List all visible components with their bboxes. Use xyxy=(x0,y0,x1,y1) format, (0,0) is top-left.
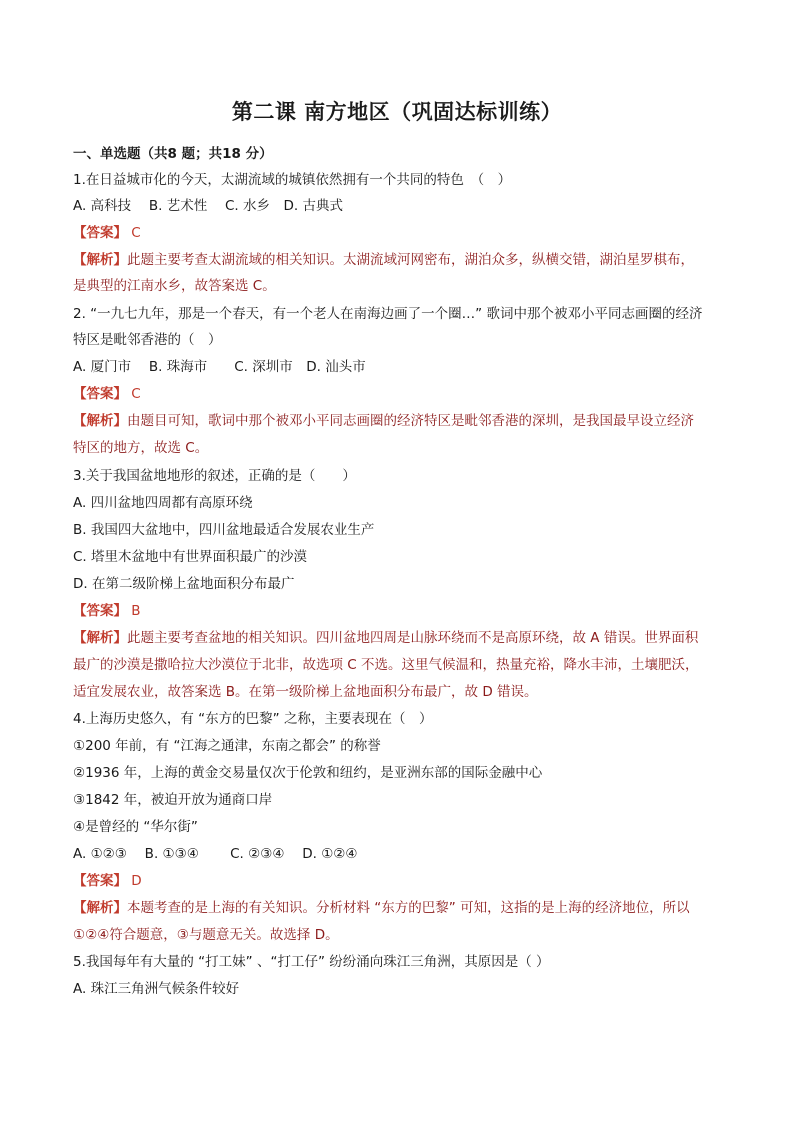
question-4-answer xyxy=(73,873,733,890)
analysis-tag: 【解析】 xyxy=(73,630,127,646)
answer-tag: 【答案】 xyxy=(73,603,127,619)
question-4-item-3: ③1842 年，被迫开放为通商口岸 xyxy=(73,792,273,808)
question-5-option-a: A. 珠江三角洲气候条件较好 xyxy=(73,981,240,997)
question-3-analysis xyxy=(73,630,733,647)
question-5-stem: 5.我国每年有大量的 “打工妹” 、“打工仔” 纷纷涌向珠江三角洲，其原因是（ ） xyxy=(73,954,550,970)
answer-value: C xyxy=(131,225,141,241)
question-2-options: A. 厦门市 B. 珠海市 C. 深圳市 D. 汕头市 xyxy=(73,359,366,375)
question-3-stem: 3.关于我国盆地地形的叙述，正确的是（ ） xyxy=(73,468,356,484)
question-3-analysis-cont-1: 最广的沙漠是撒哈拉大沙漠位于北非，故选项 C 不选。这里气候温和，热量充裕，降水丰沛，土壤肥沃， xyxy=(73,657,699,673)
question-2-analysis-cont: 特区的地方，故选 C。 xyxy=(73,440,209,456)
question-2-analysis xyxy=(73,413,733,430)
question-3-option-d: D. 在第二级阶梯上盆地面积分布最广 xyxy=(73,576,295,592)
answer-value: D xyxy=(131,873,142,889)
question-3-option-a: A. 四川盆地四周都有高原环绕 xyxy=(73,495,253,511)
answer-tag: 【答案】 xyxy=(73,225,127,241)
page-title: 第二课 南方地区（巩固达标训练） xyxy=(231,99,563,124)
analysis-tag: 【解析】 xyxy=(73,252,127,268)
question-4-item-1: ①200 年前，有 “江海之通津，东南之都会” 的称誉 xyxy=(73,738,381,754)
question-2-stem: 2. “一九七九年，那是一个春天，有一个老人在南海边画了一个圈…” 歌词中那个被邓小平同志画圈的经济 xyxy=(73,306,703,322)
question-4-item-2: ②1936 年，上海的黄金交易量仅次于伦敦和纽约，是亚洲东部的国际金融中心 xyxy=(73,765,543,781)
question-3-answer xyxy=(73,603,733,620)
section-header: 一、单选题（共8 题；共18 分） xyxy=(73,146,273,162)
answer-tag: 【答案】 xyxy=(73,386,127,402)
analysis-tag: 【解析】 xyxy=(73,413,127,429)
question-1-options: A. 高科技 B. 艺术性 C. 水乡 D. 古典式 xyxy=(73,198,343,214)
question-4-stem: 4.上海历史悠久，有 “东方的巴黎” 之称，主要表现在（ ） xyxy=(73,711,433,727)
question-1-stem: 1.在日益城市化的今天，太湖流域的城镇依然拥有一个共同的特色 （ ） xyxy=(73,172,512,188)
analysis-text: 由题目可知，歌词中那个被邓小平同志画圈的经济特区是毗邻香港的深圳，是我国最早设立经济 xyxy=(127,413,694,429)
question-4-analysis-cont: ①②④符合题意，③与题意无关。故选择 D。 xyxy=(73,927,339,943)
analysis-text: 此题主要考查盆地的相关知识。四川盆地四周是山脉环绕而不是高原环绕，故 A 错误。世界面积 xyxy=(127,630,699,646)
question-2-stem-cont: 特区是毗邻香港的（ ） xyxy=(73,332,222,348)
question-1-answer xyxy=(73,225,733,242)
question-4-options: A. ①②③ B. ①③④ C. ②③④ D. ①②④ xyxy=(73,846,358,862)
answer-tag: 【答案】 xyxy=(73,873,127,889)
question-4-analysis xyxy=(73,900,733,917)
question-3-analysis-cont-2: 适宜发展农业，故答案选 B。在第一级阶梯上盆地面积分布最广，故 D 错误。 xyxy=(73,684,538,700)
answer-value: C xyxy=(131,386,141,402)
question-1-analysis xyxy=(73,252,733,269)
question-3-option-b: B. 我国四大盆地中，四川盆地最适合发展农业生产 xyxy=(73,522,375,538)
analysis-text: 此题主要考查太湖流域的相关知识。太湖流域河网密布，湖泊众多，纵横交错，湖泊星罗棋布， xyxy=(127,252,694,268)
question-2-answer xyxy=(73,386,733,403)
analysis-tag: 【解析】 xyxy=(73,900,127,916)
question-3-option-c: C. 塔里木盆地中有世界面积最广的沙漠 xyxy=(73,549,308,565)
answer-value: B xyxy=(131,603,141,619)
question-1-analysis-cont: 是典型的江南水乡，故答案选 C。 xyxy=(73,278,276,294)
analysis-text: 本题考查的是上海的有关知识。分析材料 “东方的巴黎” 可知，这指的是上海的经济地位，所以 xyxy=(127,900,690,916)
question-4-item-4: ④是曾经的 “华尔街” xyxy=(73,819,198,835)
